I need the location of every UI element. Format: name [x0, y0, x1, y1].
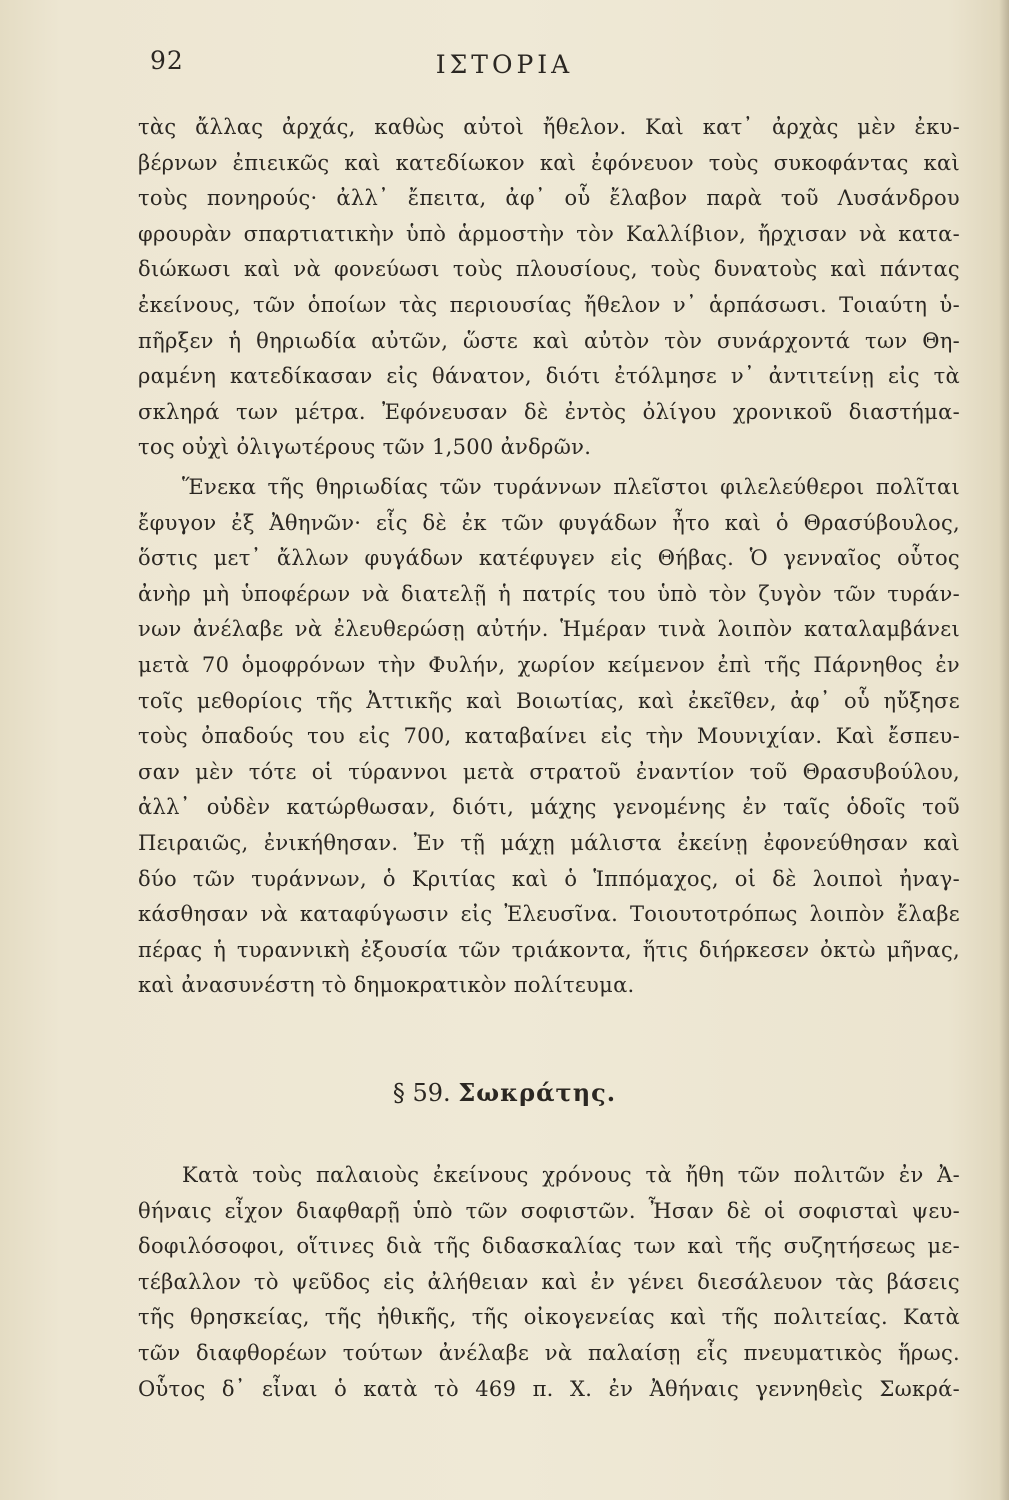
text-line: πέρας ἡ τυραννικὴ ἐξουσία τῶν τριάκοντα, ἥτις διήρκεσεν ὀκτὼ μῆνας, [138, 937, 960, 962]
text-line: ἐκείνους, τῶν ὁποίων τὰς περιουσίας ἤθελον ν᾽ ἁρπάσωσι. Τοιαύτη ὑ- [138, 292, 960, 317]
text-line: φρουρὰν σπαρτιατικὴν ὑπὸ ἁρμοστὴν τὸν Καλλίβιον, ἤρχισαν νὰ κατα- [138, 221, 960, 246]
text-line: Κατὰ τοὺς παλαιοὺς ἐκείνους χρόνους τὰ ἤθη τῶν πολιτῶν ἐν Ἀ- [182, 1163, 960, 1187]
text-line: τοῖς μεθορίοις τῆς Ἀττικῆς καὶ Βοιωτίας, καὶ ἐκεῖθεν, ἀφ᾽ οὗ ηὔξησε [138, 688, 960, 713]
text-line: δοφιλόσοφοι, οἵτινες διὰ τῆς διδασκαλίας των καὶ τῆς συζητήσεως με- [138, 1234, 960, 1259]
text-line: καὶ ἀνασυνέστη τὸ δημοκρατικὸν πολίτευμα. [138, 973, 635, 998]
text-line: ἀλλ᾽ οὐδὲν κατώρθωσαν, διότι, μάχης γενομένης ἐν ταῖς ὁδοῖς τοῦ [138, 795, 960, 820]
paragraph-1 [138, 110, 960, 466]
section-number: § 59. [392, 1079, 451, 1107]
text-line: θήναις εἶχον διαφθαρῇ ὑπὸ τῶν σοφιστῶν. Ἦσαν δὲ οἱ σοφισταὶ ψευ- [138, 1198, 960, 1223]
text-line: κάσθησαν νὰ καταφύγωσιν εἰς Ἐλευσῖνα. Τοιουτοτρόπως λοιπὸν ἔλαβε [138, 902, 960, 927]
text-line: Ἕνεκα τῆς θηριωδίας τῶν τυράννων πλεῖστοι φιλελεύθεροι πολῖται [182, 475, 960, 499]
text-line: ραμένη κατεδίκασαν εἰς θάνατον, διότι ἐτόλμησε ν᾽ ἀντιτείνῃ εἰς τὰ [138, 364, 960, 389]
text-line: βέρνων ἐπιεικῶς καὶ κατεδίωκον καὶ ἐφόνευον τοὺς συκοφάντας καὶ [138, 150, 960, 175]
text-line: νων ἀνέλαβε νὰ ἐλευθερώσῃ αὐτήν. Ἡμέραν τινὰ λοιπὸν καταλαμβάνει [138, 617, 960, 642]
text-line: ἔφυγον ἐξ Ἀθηνῶν· εἷς δὲ ἐκ τῶν φυγάδων ἦτο καὶ ὁ Θρασύβουλος, [138, 510, 960, 535]
text-line: Οὗτος δ᾽ εἶναι ὁ κατὰ τὸ 469 π. Χ. ἐν Ἀθήναις γεννηθεὶς Σωκρά- [138, 1376, 960, 1401]
text-line: τὰς ἄλλας ἀρχάς, καθὼς αὐτοὶ ἤθελον. Καὶ κατ᾽ ἀρχὰς μὲν ἐκυ- [138, 115, 960, 139]
text-line: τοὺς πονηρούς· ἀλλ᾽ ἔπειτα, ἀφ᾽ οὗ ἔλαβον παρὰ τοῦ Λυσάνδρου [138, 186, 960, 211]
section-title: Σωκράτης. [458, 1078, 617, 1107]
text-line: δύο τῶν τυράννων, ὁ Κριτίας καὶ ὁ Ἱππόμαχος, οἱ δὲ λοιποὶ ἠναγ- [138, 866, 960, 891]
text-line: μετὰ 70 ὁμοφρόνων τὴν Φυλήν, χωρίον κείμενον ἐπὶ τῆς Πάρνηθος ἐν [138, 652, 960, 677]
text-line: ὅστις μετ᾽ ἄλλων φυγάδων κατέφυγεν εἰς Θήβας. Ὁ γενναῖος οὗτος [138, 546, 960, 571]
text-line: διώκωσι καὶ νὰ φονεύωσι τοὺς πλουσίους, τοὺς δυνατοὺς καὶ πάντας [138, 257, 960, 282]
paragraph-2 [138, 470, 960, 1004]
text-line: τος οὐχὶ ὀλιγωτέρους τῶν 1,500 ἀνδρῶν. [138, 435, 592, 460]
paragraph-3 [138, 1158, 960, 1407]
text-line: ἀνὴρ μὴ ὑποφέρων νὰ διατελῇ ἡ πατρίς του ὑπὸ τὸν ζυγὸν τῶν τυράν- [138, 581, 960, 606]
text-line: τῆς θρησκείας, τῆς ἠθικῆς, τῆς οἰκογενείας καὶ τῆς πολιτείας. Κατὰ [138, 1305, 960, 1330]
page-number: 92 [150, 46, 184, 75]
text-line: τέβαλλον τὸ ψεῦδος εἰς ἀλήθειαν καὶ ἐν γένει διεσάλευον τὰς βάσεις [138, 1269, 960, 1294]
section-heading [0, 1078, 1009, 1107]
text-line: Πειραιῶς, ἐνικήθησαν. Ἐν τῇ μάχῃ μάλιστα ἐκείνῃ ἐφονεύθησαν καὶ [138, 830, 960, 855]
text-line: τοὺς ὀπαδούς του εἰς 700, καταβαίνει εἰς τὴν Μουνιχίαν. Καὶ ἔσπευ- [138, 724, 960, 749]
text-line: τῶν διαφθορέων τούτων ἀνέλαβε νὰ παλαίσῃ εἷς πνευματικὸς ἥρως. [138, 1340, 960, 1365]
page-edge-shadow [999, 0, 1009, 1500]
text-line: πῆρξεν ἡ θηριωδία αὐτῶν, ὥστε καὶ αὐτὸν τὸν συνάρχοντά των Θη- [138, 328, 960, 353]
running-title: ΙΣΤΟΡΙΑ [435, 50, 574, 79]
text-line: σκληρά των μέτρα. Ἐφόνευσαν δὲ ἐντὸς ὀλίγου χρονικοῦ διαστήμα- [138, 399, 960, 424]
text-line: σαν μὲν τότε οἱ τύραννοι μετὰ στρατοῦ ἐναντίον τοῦ Θρασυβούλου, [138, 759, 960, 784]
